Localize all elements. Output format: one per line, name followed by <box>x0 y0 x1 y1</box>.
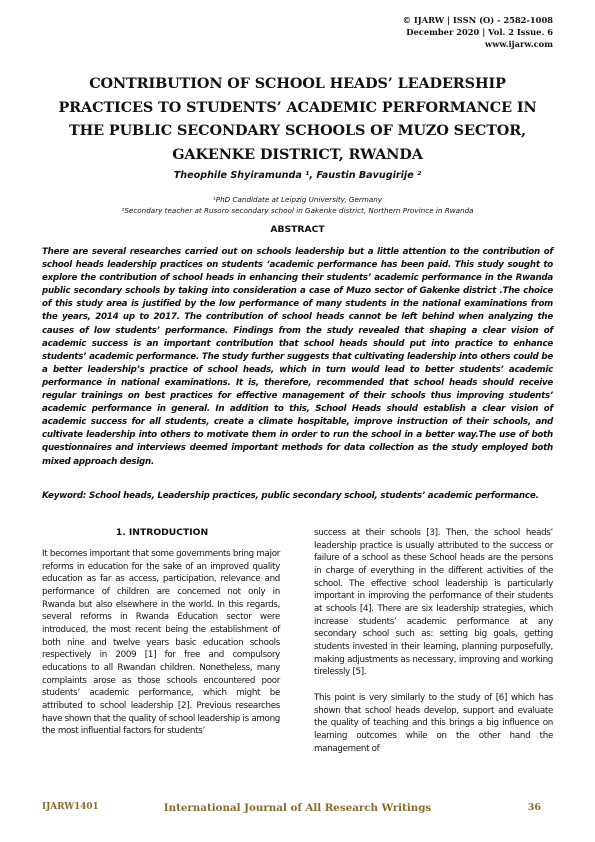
body-paragraph: It becomes important that some governments bring major reforms in education for the sake of an improved quality education as far as access, participation, relevance and performance of children are concerned not only in Rwanda but also elsewhere in the world. In this regards, several reforms in Rwanda Education sector were introduced, the most recent being the establishment of both nine and twelve years basic education schools respectively in 2009 [1] for free and compulsory educations to all Rwandan children. Nonetheless, many complaints arose as those schools encountered poor students’ academic performance, which might be attributed to school leadership [2]. Previous researches have shown that the quality of school leadership is among the most influential factors for students’ <box>42 549 280 737</box>
journal-issn: © IJARW | ISSN (O) - 2582-1008 <box>402 15 553 25</box>
footer-page-number: 36 <box>527 802 541 813</box>
abstract-heading: ABSTRACT <box>270 224 325 235</box>
affiliation-1: ¹PhD Candidate at Leipzig University, Germany <box>212 195 383 204</box>
body-paragraph: This point is very similarly to the study of [6] which has shown that school heads develop, support and evaluate the quality of teaching and this brings a big influence on learning outcomes while on the other hand the management of <box>314 692 553 754</box>
journal-header <box>403 14 553 50</box>
body-paragraph: success at their schools [3]. Then, the school heads’ leadership practice is usually attributed to the success or failure of a school as these School heads are the persons in charge of everything in the different activities of the school. The effective school leadership is particularly important in improving the performance of their students at schools [4]. There are six leadership strategies, which increase students’ academic performance at any secondary school such as: setting big goals, getting students invested in their learning, planning purposefully, making adjustments as necessary, improving and working tirelessly [5]. <box>314 528 553 678</box>
keywords: Keyword: School heads, Leadership practices, public secondary school, students’ academic performance. <box>42 491 539 501</box>
journal-website: www.ijarw.com <box>485 39 553 49</box>
journal-issue-date: December 2020 | Vol. 2 Issue. 6 <box>406 27 553 37</box>
paper-authors: Theophile Shyiramunda ¹, Faustin Bavugirije ² <box>173 170 422 181</box>
footer-journal-name: International Journal of All Research Writings <box>163 802 432 814</box>
section-heading-introduction: 1. INTRODUCTION <box>115 527 209 538</box>
paper-title: CONTRIBUTION OF SCHOOL HEADS’ LEADERSHIP PRACTICES TO STUDENTS’ ACADEMIC PERFORMANCE IN THE PUBLIC SECONDARY SCHOOLS OF MUZO SECTOR, GAKENKE DISTRICT, RWANDA <box>58 75 537 163</box>
affiliation-2: ²Secondary teacher at Rusoro secondary school in Gakenke district, Northern Province in Rwanda <box>121 206 474 215</box>
body-column-left <box>42 548 280 738</box>
footer-paper-id: IJARW1401 <box>42 802 99 812</box>
abstract-body: There are several researches carried out on schools leadership but a little attention to the contribution of school heads leadership practices on students ‘academic performance has been paid. This study sought to explore the contribution of school heads in enhancing their students’ academic performance in the Rwanda public secondary schools by taking into consideration a case of Muzo sector of Gakenke district .The choice of this study area is justified by the low performance of many students in the national examinations from the years, 2014 up to 2017. The contribution of school heads cannot be left behind when analyzing the causes of low students’ performance. Findings from the study revealed that shaping a clear vision of academic success is an important contribution that school heads should put into practice to enhance students’ academic performance. The study further suggests that cultivating leadership into others could be a better leadership’s practice of school heads, which in turn would lead to better students’ academic performance in national examinations. It is, therefore, recommended that school heads should receive regular trainings on best practices for effective management of their schools thus improving students’ academic performance in general. In addition to this, School Heads should establish a clear vision of academic success for all students, create a climate hospitable, improve instruction of their schools, and cultivate leadership into others to motivate them in order to run the school in a better way.The use of both questionnaires and interviews deemed important methods for data collection as the study employed both mixed approach design. <box>42 247 553 467</box>
body-column-right <box>314 527 553 755</box>
